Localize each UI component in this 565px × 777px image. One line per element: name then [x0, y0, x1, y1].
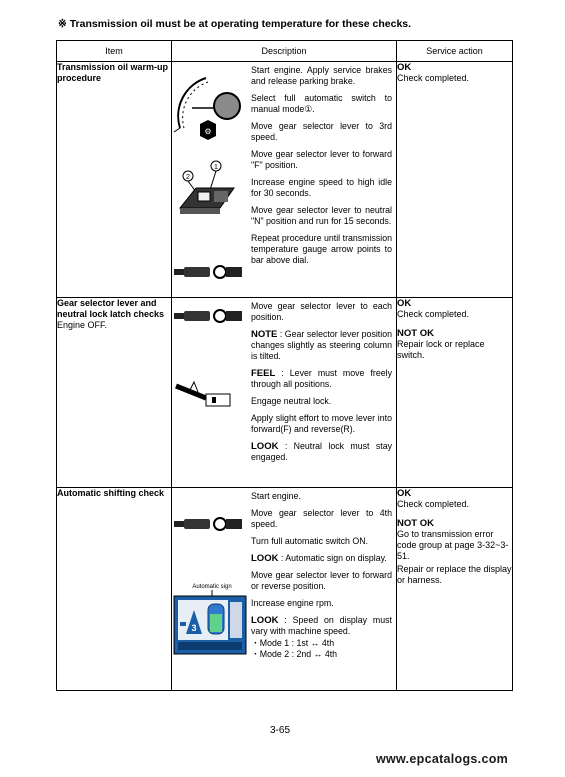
step-text: LOOK : Neutral lock must stay engaged.: [251, 441, 392, 462]
status-label: OK: [397, 488, 412, 499]
action-text: Check completed.: [397, 309, 470, 319]
callout-2: 2: [186, 174, 190, 181]
step-text: Apply slight effort to move lever into forward(F) and reverse(R).: [251, 413, 392, 434]
action-text: Check completed.: [397, 73, 470, 83]
status-label: OK: [397, 298, 412, 309]
step-text: Increase engine rpm.: [251, 598, 334, 608]
description-cell: [172, 488, 397, 691]
col-header-action: Service action: [397, 41, 513, 62]
action-text: Check completed.: [397, 499, 470, 509]
step-text: Start engine. Apply service brakes and release parking brake.: [251, 65, 392, 86]
automatic-sign-label: Automatic sign: [192, 584, 232, 590]
action-text: Repair lock or replace switch.: [397, 339, 485, 360]
item-cell: [57, 298, 172, 488]
figure-column: [172, 298, 250, 418]
step-text: Move gear selector lever to forward or reverse position.: [251, 570, 392, 591]
col-header-description: Description: [172, 41, 397, 62]
gear-selector-lever-icon: [174, 310, 242, 322]
temperature-gauge-icon: [174, 78, 240, 140]
neutral-lock-icon: [176, 382, 230, 406]
action-cell: [397, 62, 513, 298]
description-cell: [172, 62, 397, 298]
action-text: Repair or replace the display or harness.: [397, 564, 512, 585]
item-title: Gear selector lever and neutral lock latch checks: [57, 298, 165, 319]
action-cell: [397, 298, 513, 488]
step-text: Repeat procedure until transmission temperature gauge arrow points to bar above dial.: [251, 233, 392, 265]
warmup-figures: [172, 62, 250, 292]
figure-column: [172, 488, 250, 668]
gauge-badge: ⚙: [204, 127, 212, 136]
status-label: NOT OK: [397, 328, 434, 339]
display-screen-icon: [174, 596, 246, 654]
mode-line: ・Mode 2 : 2nd ↔ 4th: [251, 649, 338, 659]
status-label: OK: [397, 62, 412, 73]
mode-line: ・Mode 1 : 1st ↔ 4th: [251, 638, 335, 648]
figure-column: [172, 62, 250, 292]
table-header-row: [57, 41, 513, 62]
auto-switch-panel-icon: [180, 161, 234, 214]
step-text: Move gear selector lever to neutral "N" position and run for 15 seconds.: [251, 205, 392, 226]
lever-figures: [172, 298, 250, 418]
status-label: NOT OK: [397, 518, 434, 529]
step-text: Select full automatic switch to manual mode①.: [251, 93, 392, 114]
step-text: Move gear selector lever to forward "F" position.: [251, 149, 392, 170]
steps-list: [251, 488, 396, 670]
step-text: Turn full automatic switch ON.: [251, 536, 369, 546]
step-text: FEEL : Lever must move freely through all positions.: [251, 368, 392, 389]
step-text: Start engine.: [251, 491, 301, 501]
step-text: Move gear selector lever to each position.: [251, 301, 392, 322]
step-text: LOOK : Speed on display must vary with machine speed.: [251, 615, 392, 636]
col-header-item: Item: [57, 41, 172, 62]
item-title: Automatic shifting check: [57, 488, 165, 498]
item-cell: [57, 488, 172, 691]
step-text: NOTE : Gear selector lever position changes slightly as steering column is tilted.: [251, 329, 392, 361]
table-row: [57, 488, 513, 691]
step-text: Move gear selector lever to 3rd speed.: [251, 121, 392, 142]
gear-selector-lever-icon: [174, 266, 242, 278]
action-text: Go to transmission error code group at page 3-32~3-51.: [397, 529, 509, 561]
header-note: ※ Transmission oil must be at operating temperature for these checks.: [58, 18, 412, 30]
table-row: [57, 298, 513, 488]
watermark-url[interactable]: www.epcatalogs.com: [376, 752, 509, 766]
item-title: Transmission oil warm-up procedure: [57, 62, 169, 83]
page-number: 3-65: [270, 725, 291, 736]
check-table: [56, 40, 513, 691]
display-gear-number: 3: [191, 623, 197, 633]
shift-figures: [172, 488, 250, 668]
action-cell: [397, 488, 513, 691]
callout-1: 1: [214, 164, 218, 171]
item-note: Engine OFF.: [57, 320, 108, 330]
description-cell: [172, 298, 397, 488]
step-text: Move gear selector lever to 4th speed.: [251, 508, 392, 529]
step-text: Engage neutral lock.: [251, 396, 332, 406]
steps-list: [251, 62, 396, 276]
step-text: LOOK : Automatic sign on display.: [251, 553, 387, 564]
table-row: [57, 62, 513, 298]
item-cell: [57, 62, 172, 298]
gear-selector-lever-icon: [174, 518, 242, 530]
step-text: Increase engine speed to high idle for 30 seconds.: [251, 177, 392, 198]
steps-list: [251, 298, 396, 473]
